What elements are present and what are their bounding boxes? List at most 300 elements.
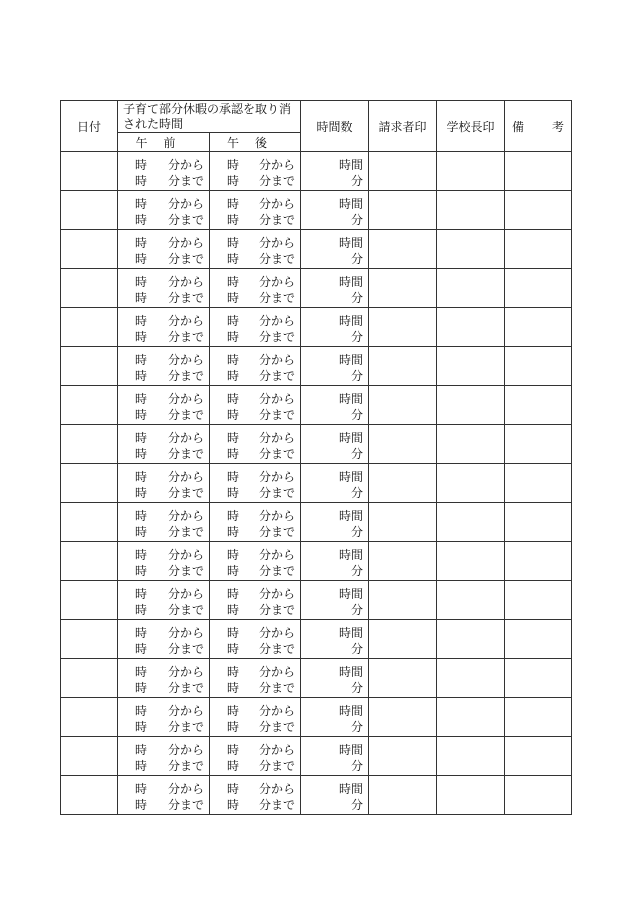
requester-seal-cell[interactable] [369,620,437,659]
remarks-cell[interactable] [505,425,572,464]
requester-seal-cell[interactable] [369,503,437,542]
hours-cell[interactable] [301,464,369,503]
from-label: 分から [167,704,204,718]
hour-label: 時 [227,431,240,445]
from-label: 分から [167,275,204,289]
minutes-unit-label: 分 [351,798,364,812]
to-label: 分まで [259,603,296,617]
hour-label: 時 [135,626,148,640]
header-date: 日付 [61,101,118,152]
date-cell[interactable] [61,191,118,230]
hour-label: 時 [135,236,148,250]
from-label: 分から [167,353,204,367]
hour-label: 時 [135,525,148,539]
principal-seal-cell[interactable] [437,542,505,581]
from-label: 分から [167,392,204,406]
date-cell[interactable] [61,230,118,269]
from-label: 分から [167,587,204,601]
to-label: 分まで [259,681,296,695]
hours-cell[interactable] [301,386,369,425]
hour-label: 時 [135,408,148,422]
hours-cell[interactable] [301,542,369,581]
hour-label: 時 [227,408,240,422]
hour-label: 時 [227,665,240,679]
to-label: 分まで [167,447,204,461]
from-label: 分から [259,431,296,445]
hours-unit-label: 時間 [339,626,364,640]
to-label: 分まで [167,642,204,656]
table-row [61,581,572,620]
date-cell[interactable] [61,542,118,581]
hour-label: 時 [135,353,148,367]
from-label: 分から [167,236,204,250]
date-cell[interactable] [61,347,118,386]
minutes-unit-label: 分 [351,759,364,773]
am-time-cell[interactable] [118,542,210,581]
remarks-cell[interactable] [505,464,572,503]
minutes-unit-label: 分 [351,486,364,500]
hour-label: 時 [135,252,148,266]
to-label: 分まで [167,252,204,266]
principal-seal-cell[interactable] [437,191,505,230]
hour-label: 時 [135,509,148,523]
table-row [61,425,572,464]
hours-cell[interactable] [301,269,369,308]
hour-label: 時 [227,759,240,773]
from-label: 分から [259,353,296,367]
table-row [61,542,572,581]
hour-label: 時 [135,603,148,617]
remarks-cell[interactable] [505,620,572,659]
from-label: 分から [259,236,296,250]
hour-label: 時 [227,314,240,328]
am-time-cell[interactable] [118,308,210,347]
leave-record-table [60,100,572,815]
hour-label: 時 [135,743,148,757]
hour-label: 時 [227,252,240,266]
from-label: 分から [259,548,296,562]
am-time-cell[interactable] [118,386,210,425]
principal-seal-cell[interactable] [437,308,505,347]
date-cell[interactable] [61,464,118,503]
minutes-unit-label: 分 [351,681,364,695]
hour-label: 時 [227,564,240,578]
table-row [61,308,572,347]
to-label: 分まで [259,525,296,539]
hour-label: 時 [227,587,240,601]
header-principal-seal: 学校長印 [437,101,505,152]
minutes-unit-label: 分 [351,642,364,656]
hours-cell[interactable] [301,659,369,698]
hours-unit-label: 時間 [339,782,364,796]
table-row [61,386,572,425]
pm-time-cell[interactable] [210,776,301,815]
principal-seal-cell[interactable] [437,581,505,620]
hours-cell[interactable] [301,230,369,269]
hour-label: 時 [135,369,148,383]
hour-label: 時 [227,353,240,367]
hour-label: 時 [135,587,148,601]
date-cell[interactable] [61,581,118,620]
hour-label: 時 [135,392,148,406]
remarks-cell[interactable] [505,347,572,386]
principal-seal-cell[interactable] [437,347,505,386]
hours-unit-label: 時間 [339,548,364,562]
hour-label: 時 [227,782,240,796]
header-pm-label: 午後 [227,135,284,150]
principal-seal-cell[interactable] [437,464,505,503]
pm-time-cell[interactable] [210,386,301,425]
hour-label: 時 [135,548,148,562]
date-cell[interactable] [61,698,118,737]
from-label: 分から [167,314,204,328]
from-label: 分から [259,587,296,601]
from-label: 分から [259,665,296,679]
to-label: 分まで [259,369,296,383]
from-label: 分から [167,470,204,484]
to-label: 分まで [259,798,296,812]
hour-label: 時 [227,447,240,461]
requester-seal-cell[interactable] [369,347,437,386]
requester-seal-cell[interactable] [369,698,437,737]
remarks-cell[interactable] [505,269,572,308]
hour-label: 時 [227,681,240,695]
pm-time-cell[interactable] [210,620,301,659]
from-label: 分から [259,743,296,757]
remarks-cell[interactable] [505,503,572,542]
from-label: 分から [167,626,204,640]
am-time-cell[interactable] [118,347,210,386]
table-row [61,152,572,191]
requester-seal-cell[interactable] [369,230,437,269]
requester-seal-cell[interactable] [369,191,437,230]
to-label: 分まで [259,759,296,773]
hours-cell[interactable] [301,152,369,191]
date-cell[interactable] [61,269,118,308]
pm-time-cell[interactable] [210,737,301,776]
hours-unit-label: 時間 [339,197,364,211]
principal-seal-cell[interactable] [437,230,505,269]
hour-label: 時 [135,275,148,289]
hour-label: 時 [227,720,240,734]
remarks-cell[interactable] [505,308,572,347]
hour-label: 時 [227,213,240,227]
to-label: 分まで [259,564,296,578]
to-label: 分まで [167,291,204,305]
to-label: 分まで [167,564,204,578]
hour-label: 時 [135,158,148,172]
pm-time-cell[interactable] [210,191,301,230]
principal-seal-cell[interactable] [437,659,505,698]
pm-time-cell[interactable] [210,581,301,620]
principal-seal-cell[interactable] [437,620,505,659]
minutes-unit-label: 分 [351,564,364,578]
hours-unit-label: 時間 [339,743,364,757]
table-row [61,269,572,308]
am-time-cell[interactable] [118,464,210,503]
requester-seal-cell[interactable] [369,269,437,308]
hours-unit-label: 時間 [339,353,364,367]
hour-label: 時 [227,392,240,406]
to-label: 分まで [167,681,204,695]
pm-time-cell[interactable] [210,464,301,503]
header-am-label: 午前 [135,135,192,150]
to-label: 分まで [167,486,204,500]
hours-cell[interactable] [301,425,369,464]
principal-seal-cell[interactable] [437,776,505,815]
principal-seal-cell[interactable] [437,269,505,308]
from-label: 分から [167,743,204,757]
minutes-unit-label: 分 [351,408,364,422]
hour-label: 時 [227,470,240,484]
am-time-cell[interactable] [118,737,210,776]
hour-label: 時 [227,174,240,188]
remarks-cell[interactable] [505,191,572,230]
hour-label: 時 [227,743,240,757]
hours-cell[interactable] [301,776,369,815]
remarks-cell[interactable] [505,542,572,581]
am-time-cell[interactable] [118,191,210,230]
hour-label: 時 [227,486,240,500]
table-row [61,776,572,815]
hour-label: 時 [135,431,148,445]
am-time-cell[interactable] [118,269,210,308]
to-label: 分まで [259,252,296,266]
to-label: 分まで [167,798,204,812]
from-label: 分から [259,470,296,484]
hour-label: 時 [227,525,240,539]
date-cell[interactable] [61,620,118,659]
am-time-cell[interactable] [118,152,210,191]
remarks-cell[interactable] [505,737,572,776]
requester-seal-cell[interactable] [369,542,437,581]
am-time-cell[interactable] [118,776,210,815]
hour-label: 時 [227,626,240,640]
hour-label: 時 [227,704,240,718]
hours-unit-label: 時間 [339,587,364,601]
hours-unit-label: 時間 [339,431,364,445]
to-label: 分まで [259,486,296,500]
hours-unit-label: 時間 [339,392,364,406]
hour-label: 時 [135,213,148,227]
hour-label: 時 [135,330,148,344]
minutes-unit-label: 分 [351,447,364,461]
hour-label: 時 [135,642,148,656]
hour-label: 時 [135,314,148,328]
date-cell[interactable] [61,503,118,542]
hour-label: 時 [135,564,148,578]
remarks-cell[interactable] [505,659,572,698]
header-remarks [505,101,572,152]
hours-cell[interactable] [301,347,369,386]
to-label: 分まで [259,642,296,656]
remarks-cell[interactable] [505,698,572,737]
requester-seal-cell[interactable] [369,152,437,191]
requester-seal-cell[interactable] [369,425,437,464]
to-label: 分まで [167,759,204,773]
date-cell[interactable] [61,152,118,191]
principal-seal-cell[interactable] [437,698,505,737]
from-label: 分から [259,782,296,796]
to-label: 分まで [259,447,296,461]
requester-seal-cell[interactable] [369,659,437,698]
requester-seal-cell[interactable] [369,581,437,620]
header-remarks-char-2: 考 [552,119,565,134]
hours-cell[interactable] [301,503,369,542]
remarks-cell[interactable] [505,581,572,620]
am-time-cell[interactable] [118,620,210,659]
date-cell[interactable] [61,659,118,698]
from-label: 分から [167,548,204,562]
remarks-cell[interactable] [505,776,572,815]
pm-time-cell[interactable] [210,230,301,269]
hour-label: 時 [227,642,240,656]
hours-unit-label: 時間 [339,470,364,484]
am-time-cell[interactable] [118,425,210,464]
remarks-cell[interactable] [505,230,572,269]
minutes-unit-label: 分 [351,525,364,539]
hour-label: 時 [135,447,148,461]
from-label: 分から [167,197,204,211]
hour-label: 時 [135,665,148,679]
am-time-cell[interactable] [118,503,210,542]
minutes-unit-label: 分 [351,603,364,617]
pm-time-cell[interactable] [210,347,301,386]
minutes-unit-label: 分 [351,369,364,383]
date-cell[interactable] [61,737,118,776]
to-label: 分まで [167,525,204,539]
pm-time-cell[interactable] [210,503,301,542]
table-row [61,464,572,503]
header-am [118,133,210,152]
from-label: 分から [259,158,296,172]
requester-seal-cell[interactable] [369,308,437,347]
hour-label: 時 [227,158,240,172]
hour-label: 時 [227,798,240,812]
header-requester-seal: 請求者印 [369,101,437,152]
table-row [61,620,572,659]
from-label: 分から [167,158,204,172]
to-label: 分まで [259,408,296,422]
date-cell[interactable] [61,425,118,464]
hour-label: 時 [135,470,148,484]
hours-unit-label: 時間 [339,236,364,250]
hours-cell[interactable] [301,698,369,737]
hours-cell[interactable] [301,191,369,230]
requester-seal-cell[interactable] [369,386,437,425]
minutes-unit-label: 分 [351,213,364,227]
date-cell[interactable] [61,776,118,815]
date-cell[interactable] [61,386,118,425]
principal-seal-cell[interactable] [437,425,505,464]
to-label: 分まで [167,603,204,617]
principal-seal-cell[interactable] [437,152,505,191]
hour-label: 時 [227,603,240,617]
minutes-unit-label: 分 [351,252,364,266]
minutes-unit-label: 分 [351,720,364,734]
hours-cell[interactable] [301,620,369,659]
from-label: 分から [259,509,296,523]
table-row [61,503,572,542]
to-label: 分まで [167,174,204,188]
hours-cell[interactable] [301,308,369,347]
principal-seal-cell[interactable] [437,386,505,425]
principal-seal-cell[interactable] [437,503,505,542]
pm-time-cell[interactable] [210,542,301,581]
header-pm [210,133,301,152]
to-label: 分まで [167,408,204,422]
requester-seal-cell[interactable] [369,776,437,815]
header-remarks-char-1: 備 [512,119,525,134]
from-label: 分から [167,782,204,796]
table-row [61,659,572,698]
from-label: 分から [259,197,296,211]
am-time-cell[interactable] [118,659,210,698]
table-row [61,230,572,269]
hour-label: 時 [135,720,148,734]
from-label: 分から [259,704,296,718]
hours-unit-label: 時間 [339,509,364,523]
pm-time-cell[interactable] [210,308,301,347]
from-label: 分から [259,626,296,640]
pm-time-cell[interactable] [210,152,301,191]
to-label: 分まで [167,720,204,734]
principal-seal-cell[interactable] [437,737,505,776]
minutes-unit-label: 分 [351,291,364,305]
hour-label: 時 [227,330,240,344]
pm-time-cell[interactable] [210,698,301,737]
from-label: 分から [259,314,296,328]
from-label: 分から [167,665,204,679]
hours-unit-label: 時間 [339,275,364,289]
requester-seal-cell[interactable] [369,464,437,503]
to-label: 分まで [167,369,204,383]
am-time-cell[interactable] [118,230,210,269]
pm-time-cell[interactable] [210,659,301,698]
table-row [61,191,572,230]
hour-label: 時 [227,197,240,211]
remarks-cell[interactable] [505,152,572,191]
header-approval-cancelled-time: 子育て部分休暇の承認を取り消された時間 [118,101,301,133]
hours-unit-label: 時間 [339,314,364,328]
date-cell[interactable] [61,308,118,347]
minutes-unit-label: 分 [351,330,364,344]
requester-seal-cell[interactable] [369,737,437,776]
hour-label: 時 [135,197,148,211]
hour-label: 時 [135,291,148,305]
am-time-cell[interactable] [118,581,210,620]
to-label: 分まで [259,330,296,344]
pm-time-cell[interactable] [210,269,301,308]
hour-label: 時 [227,548,240,562]
hour-label: 時 [135,681,148,695]
hours-cell[interactable] [301,581,369,620]
hour-label: 時 [227,369,240,383]
am-time-cell[interactable] [118,698,210,737]
hour-label: 時 [227,509,240,523]
pm-time-cell[interactable] [210,425,301,464]
to-label: 分まで [259,720,296,734]
to-label: 分まで [259,213,296,227]
remarks-cell[interactable] [505,386,572,425]
from-label: 分から [167,509,204,523]
hours-cell[interactable] [301,737,369,776]
from-label: 分から [259,275,296,289]
table-row [61,737,572,776]
to-label: 分まで [259,291,296,305]
hour-label: 時 [135,798,148,812]
header-hours: 時間数 [301,101,369,152]
